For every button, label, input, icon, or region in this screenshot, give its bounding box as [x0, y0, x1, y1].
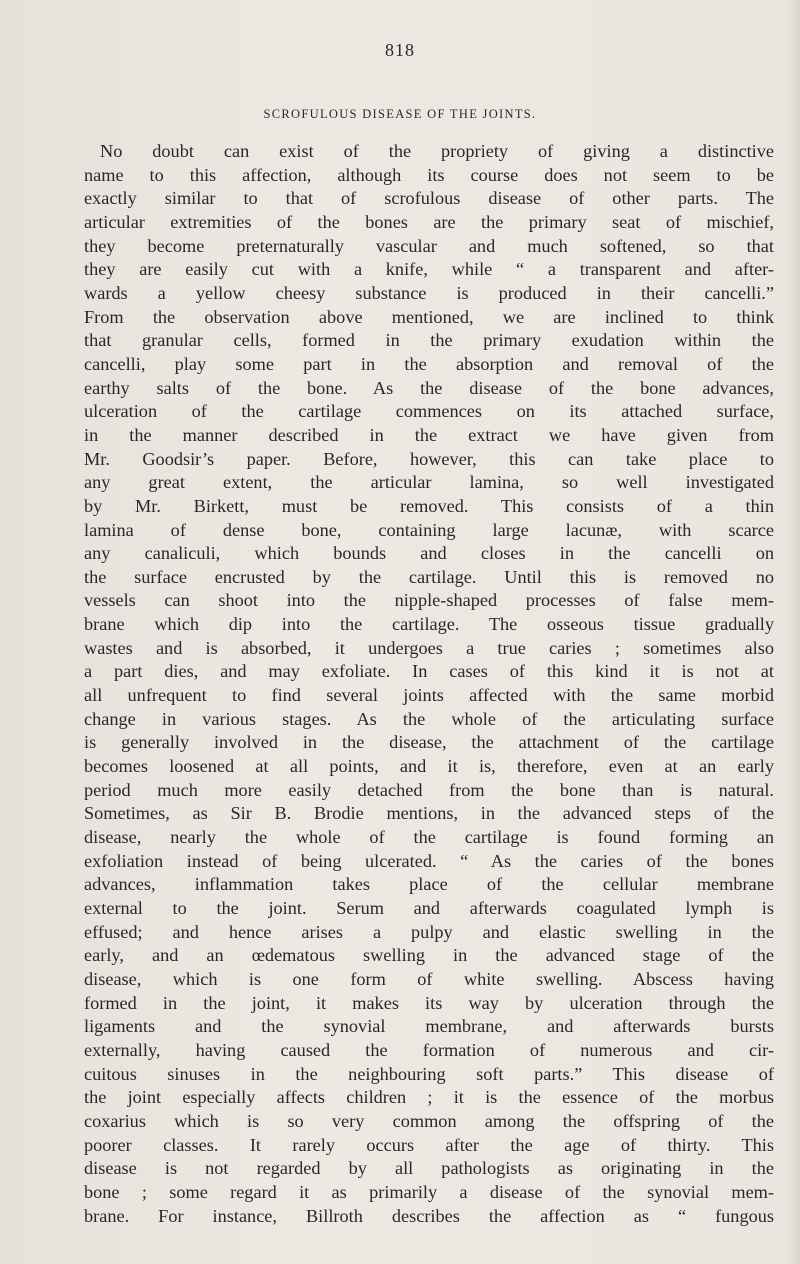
text-line: any great extent, the articular lamina, so well investigated — [84, 472, 774, 493]
text-line: change in various stages. As the whole of the articulating surface — [84, 708, 774, 729]
text-line: in the manner described in the extract we have given from — [84, 424, 774, 445]
text-line: early, and an œdematous swelling in the advanced stage of the — [84, 945, 774, 966]
text-line: that granular cells, formed in the primary exudation within the — [84, 330, 774, 351]
text-line: all unfrequent to find several joints affected with the same morbid — [84, 685, 774, 706]
text-line: brane which dip into the cartilage. The osseous tissue gradually — [84, 614, 774, 635]
text-line: earthy salts of the bone. As the disease of the bone advances, — [84, 377, 774, 398]
text-line: exactly similar to that of scrofulous disease of other parts. The — [84, 188, 774, 209]
text-line: cancelli, play some part in the absorption and removal of the — [84, 353, 774, 374]
page-edge-shadow — [786, 0, 800, 1264]
text-line: lamina of dense bone, containing large lacunæ, with scarce — [84, 519, 774, 540]
text-line: brane. For instance, Billroth describes the affection as “ fungous — [84, 1205, 774, 1226]
text-line: disease, nearly the whole of the cartilage is found forming an — [84, 827, 774, 848]
page-number: 818 — [385, 40, 415, 60]
text-line: wastes and is absorbed, it undergoes a true caries ; sometimes also — [84, 637, 774, 658]
text-line: wards a yellow cheesy substance is produced in their cancelli.” — [84, 282, 774, 303]
text-line: they become preternaturally vascular and much softened, so that — [84, 235, 774, 256]
text-line: poorer classes. It rarely occurs after the age of thirty. This — [84, 1134, 774, 1155]
text-line: advances, inflammation takes place of the cellular membrane — [84, 874, 774, 895]
text-line: by Mr. Birkett, must be removed. This consists of a thin — [84, 495, 774, 516]
text-line: becomes loosened at all points, and it is, therefore, even at an early — [84, 756, 774, 777]
text-line: ligaments and the synovial membrane, and afterwards bursts — [84, 1016, 774, 1037]
text-line: external to the joint. Serum and afterwards coagulated lymph is — [84, 898, 774, 918]
text-line: bone ; some regard it as primarily a disease of the synovial mem- — [84, 1181, 774, 1202]
text-line: a part dies, and may exfoliate. In cases of this kind it is not at — [84, 661, 774, 682]
text-line: cuitous sinuses in the neighbouring soft parts.” This disease of — [84, 1063, 774, 1084]
text-line: Mr. Goodsir’s paper. Before, however, this can take place to — [84, 448, 774, 469]
text-line: externally, having caused the formation of numerous and cir- — [84, 1039, 774, 1060]
text-line: any canaliculi, which bounds and closes in the cancelli on — [84, 543, 774, 564]
text-line: is generally involved in the disease, the attachment of the cartilage — [84, 732, 774, 753]
text-line: they are easily cut with a knife, while “ a transparent and after- — [84, 259, 774, 280]
text-line: articular extremities of the bones are the primary seat of mischief, — [84, 211, 774, 232]
text-line: coxarius which is so very common among the offspring of the — [84, 1110, 774, 1131]
running-head: SCROFULOUS DISEASE OF THE JOINTS. — [263, 107, 537, 121]
text-line: exfoliation instead of being ulcerated. “ As the caries of the bones — [84, 850, 774, 871]
text-line: the surface encrusted by the cartilage. Until this is removed no — [84, 566, 774, 587]
text-line: effused; and hence arises a pulpy and elastic swelling in the — [84, 921, 774, 942]
text-line: Sometimes, as Sir B. Brodie mentions, in the advanced steps of the — [84, 803, 774, 824]
text-line: vessels can shoot into the nipple-shaped processes of false mem- — [84, 590, 774, 611]
text-line: disease, which is one form of white swelling. Abscess having — [84, 968, 774, 989]
text-line: No doubt can exist of the propriety of giving a distinctive — [100, 141, 774, 161]
body-paragraph — [84, 140, 774, 1228]
text-line: From the observation above mentioned, we are inclined to think — [84, 306, 774, 327]
text-line: name to this affection, although its course does not seem to be — [84, 164, 774, 185]
text-line: formed in the joint, it makes its way by ulceration through the — [84, 992, 774, 1013]
text-line: disease is not regarded by all pathologists as originating in the — [84, 1158, 774, 1179]
text-line: period much more easily detached from the bone than is natural. — [84, 779, 774, 800]
text-line: the joint especially affects children ; it is the essence of the morbus — [84, 1087, 774, 1108]
text-line: ulceration of the cartilage commences on its attached surface, — [84, 401, 774, 422]
